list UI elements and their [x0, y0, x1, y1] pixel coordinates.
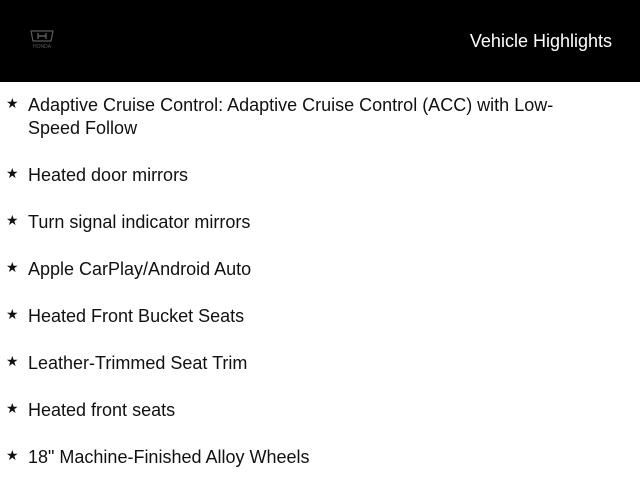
highlight-item [0, 164, 640, 187]
star-icon: ★ [6, 447, 19, 464]
highlight-item [0, 305, 640, 328]
svg-text:HONDA: HONDA [32, 44, 52, 50]
star-icon: ★ [6, 353, 19, 370]
highlight-label: Heated front seats [28, 399, 176, 420]
header-bar [0, 0, 640, 82]
highlight-item [0, 94, 640, 139]
highlight-item [0, 258, 640, 281]
honda-logo-icon [27, 27, 57, 51]
star-icon: ★ [6, 96, 19, 112]
highlight-item [0, 211, 640, 234]
highlight-label: 18" Machine-Finished Alloy Wheels [28, 446, 310, 467]
star-icon: ★ [6, 212, 19, 229]
highlight-item [0, 399, 640, 422]
star-icon: ★ [6, 400, 19, 417]
highlight-label: Turn signal indicator mirrors [28, 211, 251, 232]
highlight-item [0, 446, 640, 469]
highlight-label: Heated door mirrors [28, 164, 189, 185]
highlight-label: Adaptive Cruise Control: Adaptive Cruise Control (ACC) with Low-Speed Follow [28, 95, 554, 138]
highlight-label: Heated Front Bucket Seats [28, 305, 245, 326]
highlights-list [0, 94, 640, 493]
page-title: Vehicle Highlights [469, 31, 612, 51]
star-icon: ★ [6, 165, 19, 182]
highlight-label: Leather-Trimmed Seat Trim [28, 352, 248, 373]
star-icon: ★ [6, 306, 19, 323]
highlight-item [0, 352, 640, 375]
highlight-label: Apple CarPlay/Android Auto [28, 258, 252, 279]
star-icon: ★ [6, 259, 19, 276]
